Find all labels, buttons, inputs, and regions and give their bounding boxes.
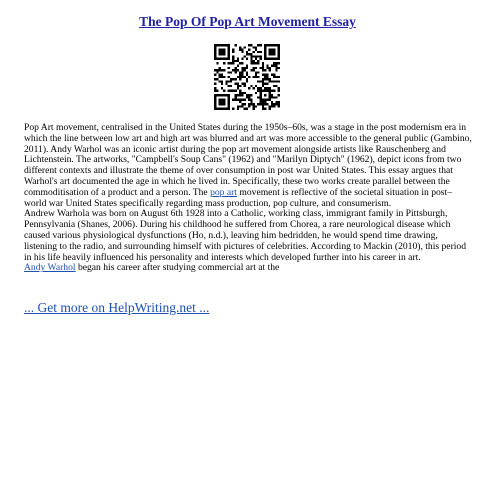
qr-code-icon <box>214 44 280 110</box>
paragraph-career <box>24 263 472 274</box>
andy-warhol-link[interactable]: Andy Warhol <box>24 262 76 274</box>
paragraph-intro-text-a: Pop Art movement, centralised in the United States during the 1950s–60s, was a stage in the post modernism era in which the line between low art and high art was blurred and art was more accessible to the general public (Gambino, 2011). Andy Warhol was an iconic artist during the pop art movement alongside artists like Rauschenberg and Lichtenstein. The artworks, "Campbell's Soup Cans" (1962) and "Marilyn Diptych" (1962), depict icons from two different contexts and illustrate the theme of over consumption in post war United States. This essay argues that Warhol's art documented the age in which he lived in. Specifically, these two works create parallel between the commoditisation of a product and a person. The <box>24 122 472 198</box>
get-more-link[interactable]: ... Get more on HelpWriting.net ... <box>24 300 210 315</box>
paragraph-career-text: began his career after studying commercial art at the <box>75 262 280 274</box>
paragraph-intro-text-b: movement is reflective of the societal situation in post–world war United States specifically regarding mass production, pop culture, and consumerism. <box>24 186 452 209</box>
paragraph-intro <box>24 123 472 209</box>
essay-title <box>0 14 495 30</box>
essay-title-link[interactable]: The Pop Of Pop Art Movement Essay <box>139 14 356 29</box>
paragraph-biography: Andrew Warhola was born on August 6th 1928 into a Catholic, working class, immigrant family in Pittsburgh, Pennsylvania (Shanes, 2006). During his childhood he suffered from Chorea, a rare neurological disease which caused various physiological dysfunctions (Ho, n.d.), leaving him bedridden, he would spend time drawing, listening to the radio, and surrounding himself with pictures of celebrities. According to Mackin (2010), this period in his life heavily influenced his personality and interests which developed further into his career in art. <box>24 208 467 263</box>
essay-body <box>24 123 472 274</box>
pop-art-link[interactable]: pop art <box>210 186 237 198</box>
